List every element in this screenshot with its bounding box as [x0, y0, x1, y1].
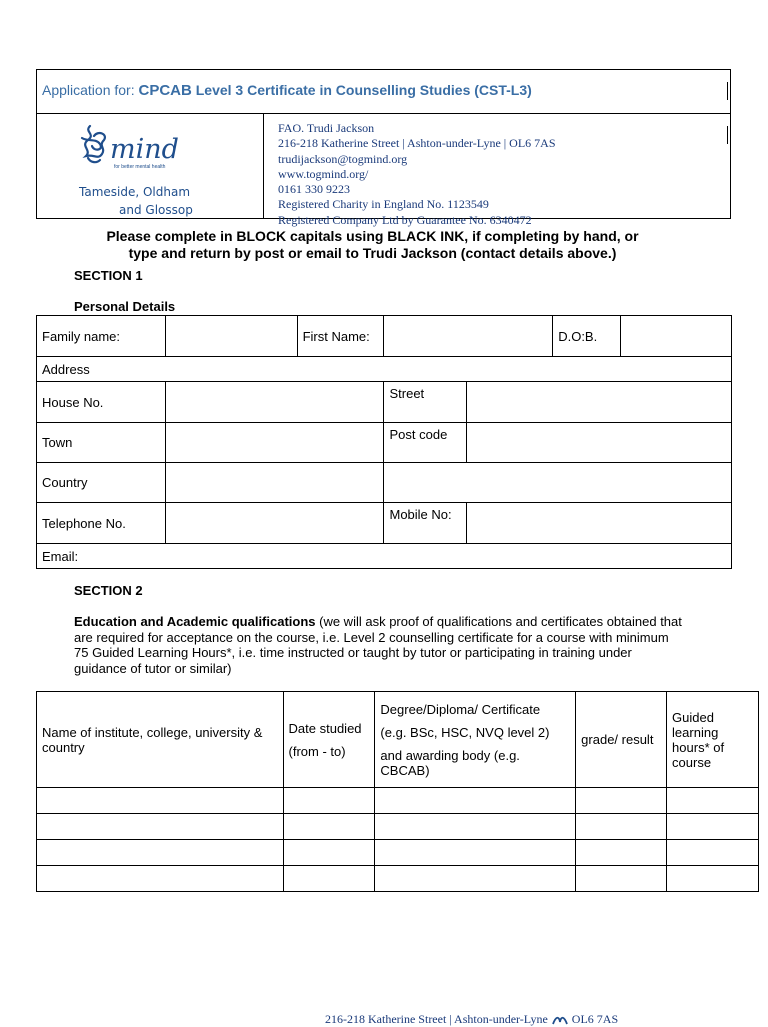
cell-input[interactable]	[576, 840, 667, 866]
contact-website[interactable]: www.togmind.org/	[278, 166, 369, 181]
footer-postcode: OL6 7AS	[571, 1012, 619, 1026]
country-field[interactable]	[165, 463, 384, 503]
table-row	[37, 840, 759, 866]
contact-phone: 0161 330 9223	[278, 182, 350, 197]
education-description: (we will ask proof of qualifications and certificates obtained that are required for acceptance on the course, i.e. Level 2 counselling certificate for a course with minimum 75 Guided Learning Hours*, i.e. time instructed or taught by tutor or participating in training under guidance of tutor or similar)	[74, 614, 682, 676]
mobile-field[interactable]	[467, 503, 732, 544]
table-row	[37, 866, 759, 892]
country-extra-cell[interactable]	[384, 463, 732, 503]
logo-region-line2: and Glossop	[119, 203, 193, 217]
col-institute-header: Name of institute, college, university & country	[37, 692, 284, 788]
footer-address	[325, 1012, 618, 1027]
table-row	[37, 788, 759, 814]
logo-wordmark: mind	[110, 134, 179, 165]
table-row	[37, 814, 759, 840]
cell-input[interactable]	[667, 814, 759, 840]
cell-input[interactable]	[283, 814, 375, 840]
education-table	[36, 691, 759, 892]
post-code-field[interactable]	[467, 423, 732, 463]
cell-input[interactable]	[37, 788, 284, 814]
logo-region-line1: Tameside, Oldham	[79, 185, 191, 199]
education-heading: Education and Academic qualifications	[74, 614, 316, 629]
cell-input[interactable]	[667, 866, 759, 892]
cell-input[interactable]	[283, 866, 375, 892]
cell-input[interactable]	[576, 788, 667, 814]
instructions-line2: type and return by post or email to Trudi Jackson (contact details above.)	[128, 245, 617, 261]
cell-input[interactable]	[283, 788, 375, 814]
col-degree-line1: Degree/Diploma/ Certificate	[380, 701, 541, 717]
cell-input[interactable]	[375, 788, 576, 814]
contact-fao: FAO. Trudi Jackson	[278, 121, 375, 135]
cell-input[interactable]	[576, 866, 667, 892]
col-degree-line3: and awarding body (e.g. CBCAB)	[380, 747, 520, 778]
contact-address: 216-218 Katherine Street | Ashton-under-Lyne | OL6 7AS	[278, 136, 556, 151]
contact-email[interactable]: trudijackson@togmind.org	[278, 151, 408, 166]
col-date-line2: (from - to)	[288, 743, 346, 759]
col-degree-line2: (e.g. BSc, HSC, NVQ level 2)	[380, 724, 550, 740]
email-label[interactable]: Email:	[37, 544, 732, 569]
house-no-field[interactable]	[165, 382, 384, 423]
application-title	[42, 82, 532, 99]
application-label: Application for:	[42, 82, 135, 98]
cell-input[interactable]	[667, 840, 759, 866]
cell-input[interactable]	[37, 814, 284, 840]
logo-tagline: for better mental health	[114, 164, 166, 170]
header-divider	[36, 113, 731, 114]
mobile-label: Mobile No:	[384, 503, 467, 544]
cell-input[interactable]	[667, 788, 759, 814]
cursor-mark	[727, 82, 728, 100]
cell-input[interactable]	[283, 840, 375, 866]
family-name-label: Family name:	[37, 316, 166, 357]
col-date-line1: Date studied	[288, 720, 362, 736]
contact-charity-no: Registered Charity in England No. 1123549	[278, 197, 489, 212]
header-vertical-divider	[263, 113, 264, 219]
street-field[interactable]	[467, 382, 732, 423]
cell-input[interactable]	[375, 814, 576, 840]
house-no-label: House No.	[37, 382, 166, 423]
contact-company-no: Registered Company Ltd by Guarantee No. 6340472	[278, 212, 532, 227]
town-field[interactable]	[165, 423, 384, 463]
brand-name: CPCAB	[138, 82, 192, 99]
footer-address-text: 216-218 Katherine Street | Ashton-under-Lyne	[325, 1012, 548, 1026]
mind-logo	[74, 120, 204, 220]
instructions	[40, 228, 705, 262]
contact-details	[278, 121, 556, 227]
cell-input[interactable]	[375, 866, 576, 892]
footer-logo-icon	[551, 1014, 569, 1026]
course-name: Level 3 Certificate in Counselling Studies (CST-L3)	[195, 82, 532, 98]
dob-field[interactable]	[621, 316, 732, 357]
street-label: Street	[384, 382, 467, 423]
cell-input[interactable]	[375, 840, 576, 866]
first-name-label: First Name:	[297, 316, 384, 357]
education-paragraph	[74, 614, 684, 676]
col-degree-header	[375, 692, 576, 788]
cursor-mark-2	[727, 126, 728, 144]
town-label: Town	[37, 423, 166, 463]
dob-label: D.O:B.	[553, 316, 621, 357]
cell-input[interactable]	[576, 814, 667, 840]
telephone-field[interactable]	[165, 503, 384, 544]
family-name-field[interactable]	[165, 316, 297, 357]
country-label: Country	[37, 463, 166, 503]
section2-title: SECTION 2	[74, 583, 143, 598]
personal-details-heading: Personal Details	[74, 299, 176, 314]
section1-title: SECTION 1	[74, 268, 143, 283]
personal-details-table	[36, 315, 732, 569]
post-code-label: Post code	[384, 423, 467, 463]
instructions-line1: Please complete in BLOCK capitals using BLACK INK, if completing by hand, or	[106, 228, 639, 244]
col-hours-header: Guided learning hours* of course	[667, 692, 759, 788]
first-name-field[interactable]	[384, 316, 553, 357]
cell-input[interactable]	[37, 866, 284, 892]
cell-input[interactable]	[37, 840, 284, 866]
address-label: Address	[37, 357, 732, 382]
telephone-label: Telephone No.	[37, 503, 166, 544]
col-date-header	[283, 692, 375, 788]
col-grade-header: grade/ result	[576, 692, 667, 788]
mind-logo-graphic	[74, 120, 204, 220]
